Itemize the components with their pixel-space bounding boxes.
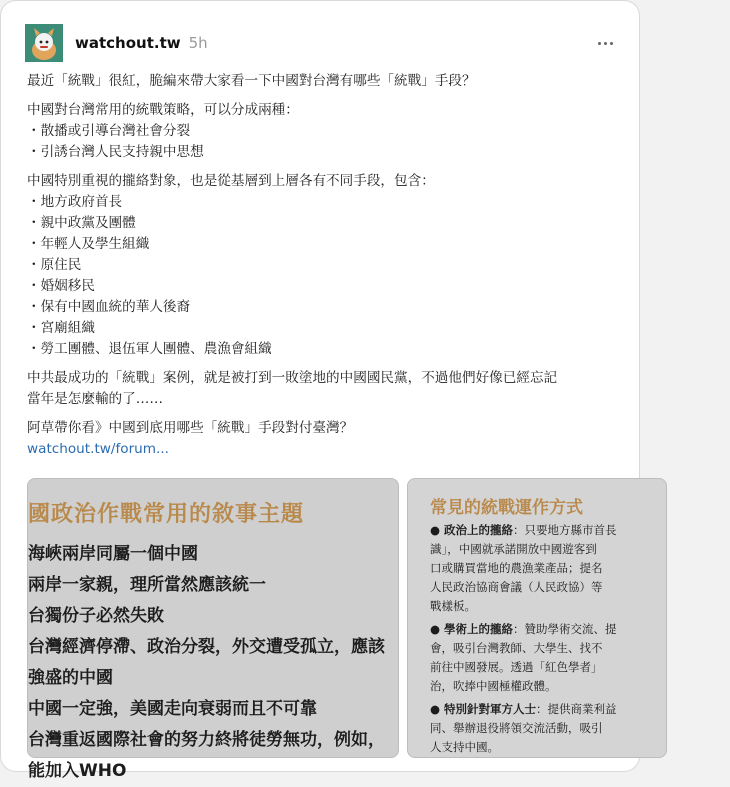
image-item: 中國一定強，美國走向衰弱而且不可靠 bbox=[28, 699, 317, 719]
bullet-line: 治，吹捧中國極權政體。 bbox=[430, 679, 557, 693]
bullet-line: 識」，中國就承諾開放中國遊客到 bbox=[430, 542, 597, 556]
avatar-image bbox=[25, 24, 63, 62]
bullet-head: 特別針對軍方人士 bbox=[444, 702, 537, 716]
bullet-line: 前往中國發展。透過「紅色學者」 bbox=[430, 660, 603, 674]
image-item: 台灣重返國際社會的努力終將徒勞無功，例如， bbox=[28, 730, 385, 750]
bullet-line: ：贊助學術交流、提 bbox=[513, 622, 617, 636]
avatar[interactable] bbox=[25, 24, 63, 62]
bullet-dot-icon: ● bbox=[430, 702, 441, 716]
image-item: 台灣經濟停滯、政治分裂，外交遭受孤立，應該 bbox=[28, 637, 385, 657]
image-bullet bbox=[430, 521, 730, 616]
bullet-line: 人民政治協商會議（人民政協）等 bbox=[430, 580, 603, 594]
closing-line: 當年是怎麼輸的了…… bbox=[27, 391, 163, 407]
bullet-line: ：提供商業利益 bbox=[536, 702, 617, 716]
image-item-list bbox=[28, 539, 385, 787]
target-item: ・年輕人及學生組織 bbox=[27, 236, 150, 252]
strategy-item: ・散播或引導台灣社會分裂 bbox=[27, 123, 191, 139]
bullet-line: 口或購買當地的農漁業產品；提名 bbox=[430, 561, 603, 575]
image-bullet-list bbox=[430, 521, 730, 761]
post-time: 5h bbox=[188, 34, 208, 52]
image-item: 強盛的中國 bbox=[28, 668, 113, 688]
strategy-section bbox=[27, 100, 627, 163]
image-narrative-themes[interactable] bbox=[27, 478, 399, 781]
cta-section bbox=[27, 418, 627, 460]
image-bullet bbox=[430, 620, 730, 696]
target-item: ・地方政府首長 bbox=[27, 194, 123, 210]
post-header bbox=[25, 23, 208, 63]
closing-section bbox=[27, 368, 627, 410]
post-body bbox=[27, 71, 627, 468]
more-horizontal-icon[interactable] bbox=[595, 33, 615, 53]
image-title: 國政治作戰常用的敘事主題 bbox=[28, 502, 305, 527]
post-link[interactable]: watchout.tw/forum... bbox=[27, 441, 169, 457]
image-bullet bbox=[430, 700, 730, 757]
target-item: ・宮廟組織 bbox=[27, 320, 95, 336]
bullet-head: 學術上的攏絡 bbox=[444, 622, 514, 636]
image-item: 海峽兩岸同屬一個中國 bbox=[28, 544, 198, 564]
targets-heading: 中國特別重視的攏絡對象，也是從基層到上層各有不同手段，包含： bbox=[27, 173, 435, 189]
closing-line: 中共最成功的「統戰」案例，就是被打到一敗塗地的中國國民黨，不過他們好像已經忘記 bbox=[27, 370, 558, 386]
target-item: ・原住民 bbox=[27, 257, 82, 273]
bullet-line: 同、舉辦退役將領交流活動，吸引 bbox=[430, 721, 603, 735]
strategy-heading: 中國對台灣常用的統戰策略，可以分成兩種： bbox=[27, 102, 299, 118]
cta-text: 阿草帶你看》中國到底用哪些「統戰」手段對付臺灣？ bbox=[27, 420, 354, 436]
strategy-item: ・引誘台灣人民支持親中思想 bbox=[27, 144, 204, 160]
image-item: 能加入WHO bbox=[28, 761, 127, 781]
post-intro: 最近「統戰」很紅，脆編來帶大家看一下中國對台灣有哪些「統戰」手段？ bbox=[27, 73, 476, 89]
image-item: 兩岸一家親，理所當然應該統一 bbox=[28, 575, 266, 595]
target-item: ・勞工團體、退伍軍人團體、農漁會組織 bbox=[27, 341, 272, 357]
bullet-dot-icon: ● bbox=[430, 622, 441, 636]
target-item: ・保有中國血統的華人後裔 bbox=[27, 299, 191, 315]
image-united-front-methods[interactable] bbox=[407, 478, 667, 758]
target-item: ・婚姻移民 bbox=[27, 278, 95, 294]
bullet-line: 會，吸引台灣教師、大學生、找不 bbox=[430, 641, 603, 655]
target-item: ・親中政黨及團體 bbox=[27, 215, 136, 231]
bullet-head: 政治上的攏絡 bbox=[444, 523, 514, 537]
bullet-dot-icon: ● bbox=[430, 523, 441, 537]
username[interactable]: watchout.tw bbox=[75, 34, 181, 52]
bullet-line: ：只要地方縣市首長 bbox=[513, 523, 617, 537]
media-carousel bbox=[27, 478, 641, 781]
targets-section bbox=[27, 171, 627, 360]
bullet-line: 戰樣板。 bbox=[430, 599, 476, 613]
image-title: 常見的統戰運作方式 bbox=[430, 498, 583, 518]
bullet-line: 人支持中國。 bbox=[430, 740, 499, 754]
image-item: 台獨份子必然失敗 bbox=[28, 606, 164, 626]
